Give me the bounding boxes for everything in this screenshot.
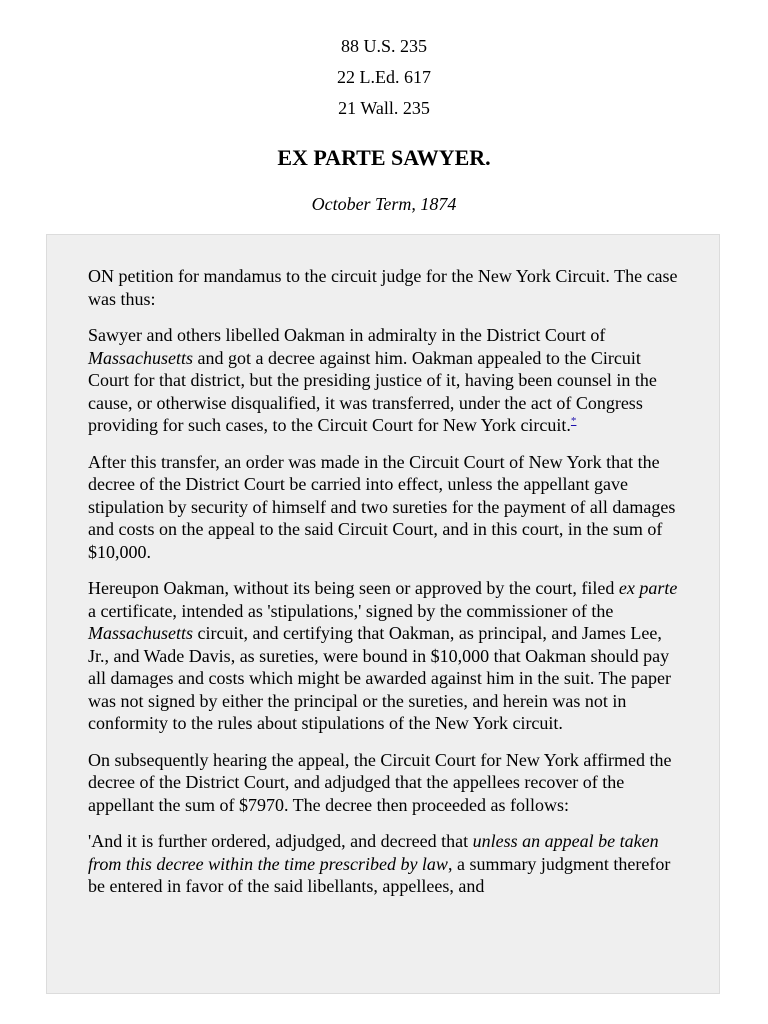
paragraph-4: Hereupon Oakman, without its being seen or approved by the court, filed ex parte a certificate, intended as 'stipulations,' signed by the commissioner of the Massachusetts circuit, and certifying that Oakman, as principal, and James Lee, Jr., and Wade Davis, as sureties, were bound in $10,000 that Oakman should pay all damages and costs which might be awarded against him in the suit. The paper was not signed by either the principal or the sureties, and herein was not in conformity to the rules about stipulations of the New York circuit.: [88, 578, 678, 733]
paragraph-5: On subsequently hearing the appeal, the Circuit Court for New York affirmed the decree of the District Court, and adjudged that the appellees recover of the appellant the sum of $7970. The decree then proceeded as follows:: [88, 749, 672, 815]
opinion-panel: [46, 234, 720, 994]
citation-wallace: 21 Wall. 235: [338, 98, 430, 118]
case-title: EX PARTE SAWYER.: [277, 145, 491, 170]
footnote-link[interactable]: *: [570, 415, 577, 427]
paragraph-3: After this transfer, an order was made in the Circuit Court of New York that the decree of the District Court be carried into effect, unless the appellant gave stipulation by security of himself and two sureties for the payment of all damages and costs on the appeal to the said Circuit Court, and in this court, in the sum of $10,000.: [88, 451, 676, 562]
paragraph-1: ON petition for mandamus to the circuit judge for the New York Circuit. The case was thus:: [88, 266, 678, 309]
opinion-text: [88, 265, 684, 912]
citation-us-reports: 88 U.S. 235: [340, 36, 427, 56]
paragraph-2: Sawyer and others libelled Oakman in admiralty in the District Court of Massachusetts and got a decree against him. Oakman appealed to the Circuit Court for that district, but the presiding justice of it, having been counsel in the cause, or otherwise disqualified, it was transferred, under the act of Congress providing for such cases, to the Circuit Court for New York circuit.*: [88, 325, 657, 435]
court-term: October Term, 1874: [311, 194, 457, 214]
citation-lawyers-edition: 22 L.Ed. 617: [337, 67, 431, 87]
paragraph-6: 'And it is further ordered, adjudged, and decreed that unless an appeal be taken from this decree within the time prescribed by law, a summary judgment therefor be entered in favor of the said libellants, appellees, and: [88, 831, 671, 896]
